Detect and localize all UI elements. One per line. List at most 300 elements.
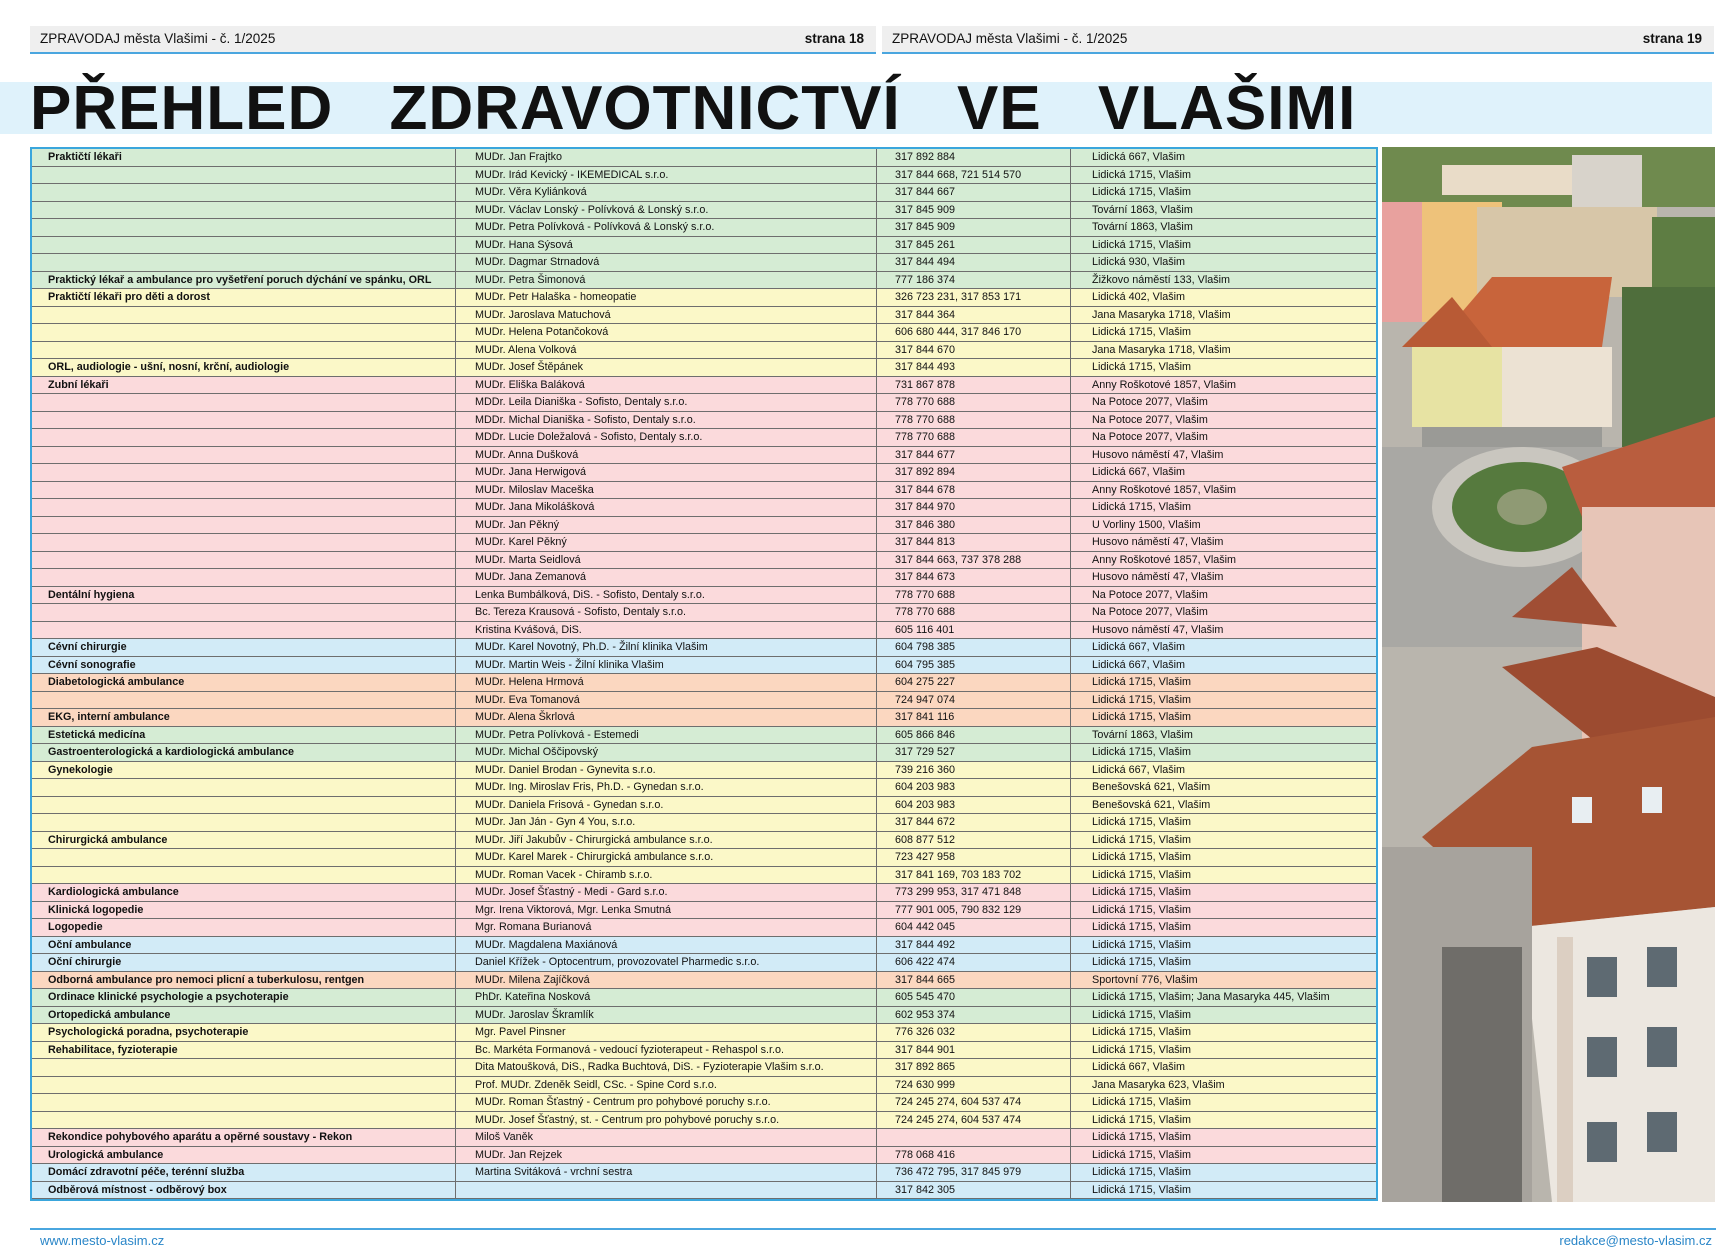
table-row <box>32 1042 1376 1060</box>
provider-cell: Miloš Vaněk <box>456 1129 877 1146</box>
category-cell <box>32 569 456 586</box>
category-cell: Kardiologická ambulance <box>32 884 456 901</box>
phone-cell: 317 844 673 <box>877 569 1071 586</box>
provider-cell: MDDr. Lucie Doležalová - Sofisto, Dentaly s.r.o. <box>456 429 877 446</box>
category-cell <box>32 552 456 569</box>
category-cell <box>32 797 456 814</box>
category-cell: Diabetologická ambulance <box>32 674 456 691</box>
phone-cell: 317 844 678 <box>877 482 1071 499</box>
table-row <box>32 587 1376 605</box>
table-row <box>32 1024 1376 1042</box>
provider-cell: Lenka Bumbálková, DiS. - Sofisto, Dentaly s.r.o. <box>456 587 877 604</box>
address-cell: Lidická 1715, Vlašim <box>1092 1183 1192 1196</box>
provider-cell: MUDr. Alena Volková <box>456 342 877 359</box>
table-row <box>32 517 1376 535</box>
town-aerial-photo <box>1382 147 1715 1202</box>
address-cell: U Vorliny 1500, Vlašim <box>1092 518 1201 531</box>
category-cell: EKG, interní ambulance <box>32 709 456 726</box>
address-cell: Lidická 1715, Vlašim <box>1092 903 1192 916</box>
provider-cell: MUDr. Jan Frajtko <box>456 149 877 166</box>
phone-cell: 604 275 227 <box>877 674 1071 691</box>
phone-cell: 776 326 032 <box>877 1024 1071 1041</box>
address-cell: Na Potoce 2077, Vlašim <box>1092 431 1208 443</box>
phone-cell: 724 245 274, 604 537 474 <box>877 1112 1071 1129</box>
provider-cell: MUDr. Martin Weis - Žilní klinika Vlašim <box>456 657 877 674</box>
address-cell: Lidická 1715, Vlašim <box>1092 1148 1192 1161</box>
address-cell: Husovo náměstí 47, Vlašim <box>1092 571 1224 583</box>
address-cell: Sportovní 776, Vlašim <box>1092 973 1198 986</box>
provider-cell: Bc. Markéta Formanová - vedoucí fyzioterapeut - Rehaspol s.r.o. <box>456 1042 877 1059</box>
table-row <box>32 779 1376 797</box>
address-cell: Lidická 930, Vlašim <box>1092 256 1186 268</box>
provider-cell: MUDr. Eliška Baláková <box>456 377 877 394</box>
phone-cell: 723 427 958 <box>877 849 1071 866</box>
page-header-right <box>882 26 1714 54</box>
footer-divider <box>30 1228 1716 1230</box>
category-cell: Odběrová místnost - odběrový box <box>32 1182 456 1199</box>
provider-cell: MUDr. Václav Lonský - Polívková & Lonský s.r.o. <box>456 202 877 219</box>
phone-cell: 326 723 231, 317 853 171 <box>877 289 1071 306</box>
phone-cell: 317 845 909 <box>877 219 1071 236</box>
address-cell: Lidická 1715, Vlašim <box>1092 938 1192 951</box>
phone-cell: 317 845 909 <box>877 202 1071 219</box>
category-cell <box>32 447 456 464</box>
table-row <box>32 359 1376 377</box>
phone-cell: 317 844 813 <box>877 534 1071 551</box>
category-cell <box>32 1059 456 1076</box>
provider-cell: MUDr. Karel Novotný, Ph.D. - Žilní klinika Vlašim <box>456 639 877 656</box>
provider-cell: Bc. Tereza Krausová - Sofisto, Dentaly s.r.o. <box>456 604 877 621</box>
address-cell: Lidická 1715, Vlašim <box>1092 1043 1192 1056</box>
address-cell: Lidická 667, Vlašim <box>1092 1061 1186 1073</box>
table-row <box>32 919 1376 937</box>
provider-cell: MUDr. Helena Potančoková <box>456 324 877 341</box>
table-row <box>32 307 1376 325</box>
phone-cell: 736 472 795, 317 845 979 <box>877 1164 1071 1181</box>
table-row <box>32 167 1376 185</box>
phone-cell: 777 901 005, 790 832 129 <box>877 902 1071 919</box>
table-row <box>32 657 1376 675</box>
table-row <box>32 184 1376 202</box>
category-cell: Urologická ambulance <box>32 1147 456 1164</box>
provider-cell: MUDr. Daniela Frisová - Gynedan s.r.o. <box>456 797 877 814</box>
category-cell: ORL, audiologie - ušní, nosní, krční, audiologie <box>32 359 456 376</box>
category-cell: Oční ambulance <box>32 937 456 954</box>
provider-cell: Mgr. Pavel Pinsner <box>456 1024 877 1041</box>
provider-cell: MUDr. Jaroslava Matuchová <box>456 307 877 324</box>
phone-cell: 739 216 360 <box>877 762 1071 779</box>
phone-cell: 604 442 045 <box>877 919 1071 936</box>
address-cell: Lidická 1715, Vlašim <box>1092 501 1192 513</box>
category-cell <box>32 202 456 219</box>
category-cell: Logopedie <box>32 919 456 936</box>
provider-cell: MUDr. Věra Kyliánková <box>456 184 877 201</box>
provider-cell: MUDr. Irád Kevický - IKEMEDICAL s.r.o. <box>456 167 877 184</box>
table-row <box>32 1182 1376 1200</box>
address-cell: Lidická 1715, Vlašim <box>1092 1166 1192 1178</box>
table-row <box>32 954 1376 972</box>
footer-website-link[interactable]: www.mesto-vlasim.cz <box>40 1233 165 1248</box>
phone-cell: 606 422 474 <box>877 954 1071 971</box>
phone-cell: 317 844 901 <box>877 1042 1071 1059</box>
phone-cell: 605 545 470 <box>877 989 1071 1006</box>
provider-cell: MUDr. Marta Seidlová <box>456 552 877 569</box>
provider-cell: Martina Svitáková - vrchní sestra <box>456 1164 877 1181</box>
address-cell: Na Potoce 2077, Vlašim <box>1092 588 1208 601</box>
address-cell: Lidická 1715, Vlašim <box>1092 711 1192 723</box>
provider-cell: MUDr. Jan Ján - Gyn 4 You, s.r.o. <box>456 814 877 831</box>
phone-cell: 317 844 663, 737 378 288 <box>877 552 1071 569</box>
table-row <box>32 1077 1376 1095</box>
address-cell: Tovární 1863, Vlašim <box>1092 728 1193 741</box>
category-cell <box>32 412 456 429</box>
phone-cell: 605 866 846 <box>877 727 1071 744</box>
provider-cell: MUDr. Jan Pěkný <box>456 517 877 534</box>
table-row <box>32 569 1376 587</box>
address-cell: Lidická 1715, Vlašim <box>1092 1096 1192 1108</box>
phone-cell: 317 892 884 <box>877 149 1071 166</box>
category-cell: Psychologická poradna, psychoterapie <box>32 1024 456 1041</box>
phone-cell: 604 795 385 <box>877 657 1071 674</box>
address-cell: Lidická 1715, Vlašim <box>1092 693 1192 706</box>
table-row <box>32 272 1376 290</box>
provider-cell: MUDr. Jana Mikolášková <box>456 499 877 516</box>
address-cell: Husovo náměstí 47, Vlašim <box>1092 536 1224 548</box>
table-row <box>32 149 1376 167</box>
provider-cell: Mgr. Romana Burianová <box>456 919 877 936</box>
phone-cell: 317 844 970 <box>877 499 1071 516</box>
category-cell: Domácí zdravotní péče, terénní služba <box>32 1164 456 1181</box>
table-row <box>32 797 1376 815</box>
address-cell: Lidická 1715, Vlašim <box>1092 186 1192 198</box>
table-row <box>32 709 1376 727</box>
provider-cell: MUDr. Milena Zajíčková <box>456 972 877 989</box>
phone-cell: 773 299 953, 317 471 848 <box>877 884 1071 901</box>
category-cell <box>32 254 456 271</box>
phone-cell: 317 842 305 <box>877 1182 1071 1199</box>
table-row <box>32 1059 1376 1077</box>
address-cell: Žižkovo náměstí 133, Vlašim <box>1092 273 1231 286</box>
address-cell: Na Potoce 2077, Vlašim <box>1092 606 1208 618</box>
category-cell <box>32 692 456 709</box>
header-page-number: strana 18 <box>804 31 864 46</box>
table-row <box>32 202 1376 220</box>
category-cell: Dentální hygiena <box>32 587 456 604</box>
category-cell <box>32 779 456 796</box>
phone-cell: 608 877 512 <box>877 832 1071 849</box>
phone-cell: 778 770 688 <box>877 412 1071 429</box>
phone-cell: 605 116 401 <box>877 622 1071 639</box>
address-cell: Tovární 1863, Vlašim <box>1092 221 1193 233</box>
provider-cell: MUDr. Hana Sýsová <box>456 237 877 254</box>
table-row <box>32 237 1376 255</box>
provider-cell: MUDr. Jana Herwigová <box>456 464 877 481</box>
table-row <box>32 1094 1376 1112</box>
category-cell: Odborná ambulance pro nemoci plicní a tuberkulosu, rentgen <box>32 972 456 989</box>
healthcare-table <box>30 147 1378 1201</box>
category-cell <box>32 499 456 516</box>
table-row <box>32 447 1376 465</box>
provider-cell: Prof. MUDr. Zdeněk Seidl, CSc. - Spine Cord s.r.o. <box>456 1077 877 1094</box>
table-row <box>32 989 1376 1007</box>
table-row <box>32 639 1376 657</box>
phone-cell: 778 770 688 <box>877 394 1071 411</box>
category-cell: Zubní lékaři <box>32 377 456 394</box>
provider-cell: MUDr. Daniel Brodan - Gynevita s.r.o. <box>456 762 877 779</box>
table-row <box>32 832 1376 850</box>
address-cell: Anny Roškotové 1857, Vlašim <box>1092 378 1237 391</box>
provider-cell <box>456 1182 877 1199</box>
category-cell: Praktičtí lékaři pro děti a dorost <box>32 289 456 306</box>
phone-cell: 317 892 894 <box>877 464 1071 481</box>
category-cell <box>32 1112 456 1129</box>
phone-cell: 317 844 668, 721 514 570 <box>877 167 1071 184</box>
category-cell: Gynekologie <box>32 762 456 779</box>
address-cell: Lidická 1715, Vlašim <box>1092 868 1192 881</box>
phone-cell: 604 203 983 <box>877 779 1071 796</box>
category-cell <box>32 622 456 639</box>
provider-cell: MUDr. Petr Halaška - homeopatie <box>456 289 877 306</box>
header-publication-title: ZPRAVODAJ města Vlašimi - č. 1/2025 <box>892 31 1128 46</box>
phone-cell: 778 770 688 <box>877 604 1071 621</box>
address-cell: Lidická 1715, Vlašim <box>1092 1113 1192 1126</box>
page-title: PŘEHLED ZDRAVOTNICTVÍ VE VLAŠIMI <box>30 74 1357 143</box>
table-row <box>32 219 1376 237</box>
provider-cell: MUDr. Josef Šťastný, st. - Centrum pro pohybové poruchy s.r.o. <box>456 1112 877 1129</box>
provider-cell: Kristina Kvášová, DiS. <box>456 622 877 639</box>
provider-cell: Mgr. Irena Viktorová, Mgr. Lenka Smutná <box>456 902 877 919</box>
category-cell <box>32 814 456 831</box>
table-row <box>32 412 1376 430</box>
page-header-left <box>30 26 876 54</box>
phone-cell <box>877 1129 1071 1146</box>
category-cell <box>32 517 456 534</box>
address-cell: Lidická 1715, Vlašim <box>1092 956 1192 968</box>
table-row <box>32 972 1376 990</box>
address-cell: Lidická 667, Vlašim <box>1092 658 1186 671</box>
provider-cell: MDDr. Michal Dianiška - Sofisto, Dentaly s.r.o. <box>456 412 877 429</box>
category-cell: Rehabilitace, fyzioterapie <box>32 1042 456 1059</box>
provider-cell: MUDr. Magdalena Maxiánová <box>456 937 877 954</box>
phone-cell: 604 203 983 <box>877 797 1071 814</box>
address-cell: Na Potoce 2077, Vlašim <box>1092 396 1208 408</box>
address-cell: Lidická 1715, Vlašim <box>1092 1131 1192 1143</box>
phone-cell: 317 729 527 <box>877 744 1071 761</box>
address-cell: Husovo náměstí 47, Vlašim <box>1092 448 1224 461</box>
table-row <box>32 937 1376 955</box>
provider-cell: MUDr. Miloslav Maceška <box>456 482 877 499</box>
address-cell: Lidická 667, Vlašim <box>1092 151 1186 163</box>
category-cell: Praktický lékař a ambulance pro vyšetření poruch dýchání ve spánku, ORL <box>32 272 456 289</box>
phone-cell: 317 841 169, 703 183 702 <box>877 867 1071 884</box>
category-cell: Klinická logopedie <box>32 902 456 919</box>
category-cell <box>32 604 456 621</box>
category-cell: Ortopedická ambulance <box>32 1007 456 1024</box>
category-cell <box>32 429 456 446</box>
category-cell: Chirurgická ambulance <box>32 832 456 849</box>
table-row <box>32 744 1376 762</box>
table-row <box>32 1129 1376 1147</box>
category-cell: Praktičtí lékaři <box>32 149 456 166</box>
table-row <box>32 377 1376 395</box>
phone-cell: 731 867 878 <box>877 377 1071 394</box>
category-cell <box>32 867 456 884</box>
table-row <box>32 692 1376 710</box>
address-cell: Jana Masaryka 1718, Vlašim <box>1092 343 1231 356</box>
category-cell <box>32 464 456 481</box>
category-cell: Ordinace klinické psychologie a psychoterapie <box>32 989 456 1006</box>
phone-cell: 317 844 670 <box>877 342 1071 359</box>
address-cell: Anny Roškotové 1857, Vlašim <box>1092 553 1237 566</box>
address-cell: Lidická 1715, Vlašim <box>1092 326 1192 338</box>
provider-cell: MUDr. Dagmar Strnadová <box>456 254 877 271</box>
table-row <box>32 482 1376 500</box>
provider-cell: MUDr. Jana Zemanová <box>456 569 877 586</box>
table-row <box>32 324 1376 342</box>
address-cell: Jana Masaryka 1718, Vlašim <box>1092 308 1231 321</box>
header-page-number: strana 19 <box>1642 31 1702 46</box>
phone-cell: 317 844 493 <box>877 359 1071 376</box>
address-cell: Lidická 1715, Vlašim <box>1092 851 1192 863</box>
address-cell: Lidická 1715, Vlašim <box>1092 921 1192 933</box>
table-row <box>32 499 1376 517</box>
category-cell: Rekondice pohybového aparátu a opěrné soustavy - Rekon <box>32 1129 456 1146</box>
provider-cell: MUDr. Jiří Jakubův - Chirurgická ambulance s.r.o. <box>456 832 877 849</box>
phone-cell: 724 947 074 <box>877 692 1071 709</box>
phone-cell: 778 068 416 <box>877 1147 1071 1164</box>
category-cell <box>32 1094 456 1111</box>
table-row <box>32 429 1376 447</box>
table-row <box>32 814 1376 832</box>
phone-cell: 606 680 444, 317 846 170 <box>877 324 1071 341</box>
category-cell: Oční chirurgie <box>32 954 456 971</box>
phone-cell: 317 845 261 <box>877 237 1071 254</box>
address-cell: Jana Masaryka 623, Vlašim <box>1092 1078 1225 1091</box>
provider-cell: MUDr. Petra Šimonová <box>456 272 877 289</box>
address-cell: Lidická 1715, Vlašim <box>1092 1026 1192 1038</box>
table-row <box>32 1147 1376 1165</box>
address-cell: Lidická 1715, Vlašim <box>1092 238 1192 251</box>
provider-cell: PhDr. Kateřina Nosková <box>456 989 877 1006</box>
address-cell: Benešovská 621, Vlašim <box>1092 798 1211 811</box>
category-cell: Estetická medicína <box>32 727 456 744</box>
provider-cell: MDDr. Leila Dianiška - Sofisto, Dentaly s.r.o. <box>456 394 877 411</box>
table-row <box>32 1112 1376 1130</box>
address-cell: Lidická 1715, Vlašim <box>1092 361 1192 373</box>
address-cell: Husovo náměstí 47, Vlašim <box>1092 623 1224 636</box>
phone-cell: 317 892 865 <box>877 1059 1071 1076</box>
table-row <box>32 342 1376 360</box>
provider-cell: MUDr. Karel Pěkný <box>456 534 877 551</box>
provider-cell: MUDr. Petra Polívková - Estemedi <box>456 727 877 744</box>
category-cell <box>32 307 456 324</box>
category-cell: Cévní sonografie <box>32 657 456 674</box>
phone-cell: 317 844 677 <box>877 447 1071 464</box>
address-cell: Lidická 1715, Vlašim <box>1092 816 1192 828</box>
table-row <box>32 1007 1376 1025</box>
table-row <box>32 849 1376 867</box>
table-row <box>32 674 1376 692</box>
table-row <box>32 552 1376 570</box>
address-cell: Lidická 1715, Vlašim; Jana Masaryka 445, Vlašim <box>1092 991 1330 1003</box>
phone-cell: 317 844 667 <box>877 184 1071 201</box>
address-cell: Lidická 1715, Vlašim <box>1092 1008 1192 1021</box>
table-row <box>32 622 1376 640</box>
phone-cell: 778 770 688 <box>877 429 1071 446</box>
phone-cell: 317 844 665 <box>877 972 1071 989</box>
phone-cell: 778 770 688 <box>877 587 1071 604</box>
address-cell: Benešovská 621, Vlašim <box>1092 781 1211 793</box>
address-cell: Na Potoce 2077, Vlašim <box>1092 413 1208 426</box>
phone-cell: 602 953 374 <box>877 1007 1071 1024</box>
table-row <box>32 902 1376 920</box>
provider-cell: MUDr. Anna Dušková <box>456 447 877 464</box>
phone-cell: 724 245 274, 604 537 474 <box>877 1094 1071 1111</box>
provider-cell: MUDr. Roman Šťastný - Centrum pro pohybové poruchy s.r.o. <box>456 1094 877 1111</box>
address-cell: Lidická 402, Vlašim <box>1092 291 1186 303</box>
table-row <box>32 604 1376 622</box>
table-row <box>32 867 1376 885</box>
address-cell: Lidická 667, Vlašim <box>1092 641 1186 653</box>
phone-cell: 317 844 492 <box>877 937 1071 954</box>
category-cell <box>32 394 456 411</box>
provider-cell: MUDr. Roman Vacek - Chiramb s.r.o. <box>456 867 877 884</box>
phone-cell: 777 186 374 <box>877 272 1071 289</box>
provider-cell: MUDr. Alena Škrlová <box>456 709 877 726</box>
address-cell: Lidická 1715, Vlašim <box>1092 676 1192 688</box>
category-cell <box>32 324 456 341</box>
table-row <box>32 762 1376 780</box>
category-cell <box>32 849 456 866</box>
table-row <box>32 254 1376 272</box>
address-cell: Lidická 1715, Vlašim <box>1092 833 1192 846</box>
provider-cell: MUDr. Ing. Miroslav Fris, Ph.D. - Gynedan s.r.o. <box>456 779 877 796</box>
provider-cell: Daniel Křížek - Optocentrum, provozovatel Pharmedic s.r.o. <box>456 954 877 971</box>
provider-cell: MUDr. Eva Tomanová <box>456 692 877 709</box>
provider-cell: Dita Matoušková, DiS., Radka Buchtová, DiS. - Fyzioterapie Vlašim s.r.o. <box>456 1059 877 1076</box>
provider-cell: MUDr. Jaroslav Škramlík <box>456 1007 877 1024</box>
provider-cell: MUDr. Jan Rejzek <box>456 1147 877 1164</box>
category-cell <box>32 534 456 551</box>
provider-cell: MUDr. Helena Hrmová <box>456 674 877 691</box>
provider-cell: MUDr. Karel Marek - Chirurgická ambulance s.r.o. <box>456 849 877 866</box>
category-cell <box>32 1077 456 1094</box>
footer-email-link[interactable]: redakce@mesto-vlasim.cz <box>1559 1233 1712 1248</box>
category-cell <box>32 342 456 359</box>
address-cell: Lidická 667, Vlašim <box>1092 466 1186 478</box>
address-cell: Lidická 1715, Vlašim <box>1092 886 1192 898</box>
provider-cell: MUDr. Josef Šťastný - Medi - Gard s.r.o. <box>456 884 877 901</box>
category-cell <box>32 167 456 184</box>
address-cell: Lidická 1715, Vlašim <box>1092 746 1192 758</box>
address-cell: Tovární 1863, Vlašim <box>1092 203 1193 216</box>
table-row <box>32 1164 1376 1182</box>
provider-cell: MUDr. Michal Oščipovský <box>456 744 877 761</box>
table-row <box>32 464 1376 482</box>
category-cell <box>32 237 456 254</box>
header-publication-title: ZPRAVODAJ města Vlašimi - č. 1/2025 <box>40 31 276 46</box>
table-row <box>32 884 1376 902</box>
phone-cell: 317 844 364 <box>877 307 1071 324</box>
provider-cell: MUDr. Petra Polívková - Polívková & Lonský s.r.o. <box>456 219 877 236</box>
table-row <box>32 727 1376 745</box>
address-cell: Lidická 667, Vlašim <box>1092 763 1186 776</box>
provider-cell: MUDr. Josef Štěpánek <box>456 359 877 376</box>
category-cell <box>32 219 456 236</box>
category-cell <box>32 482 456 499</box>
address-cell: Anny Roškotové 1857, Vlašim <box>1092 483 1237 496</box>
phone-cell: 317 846 380 <box>877 517 1071 534</box>
